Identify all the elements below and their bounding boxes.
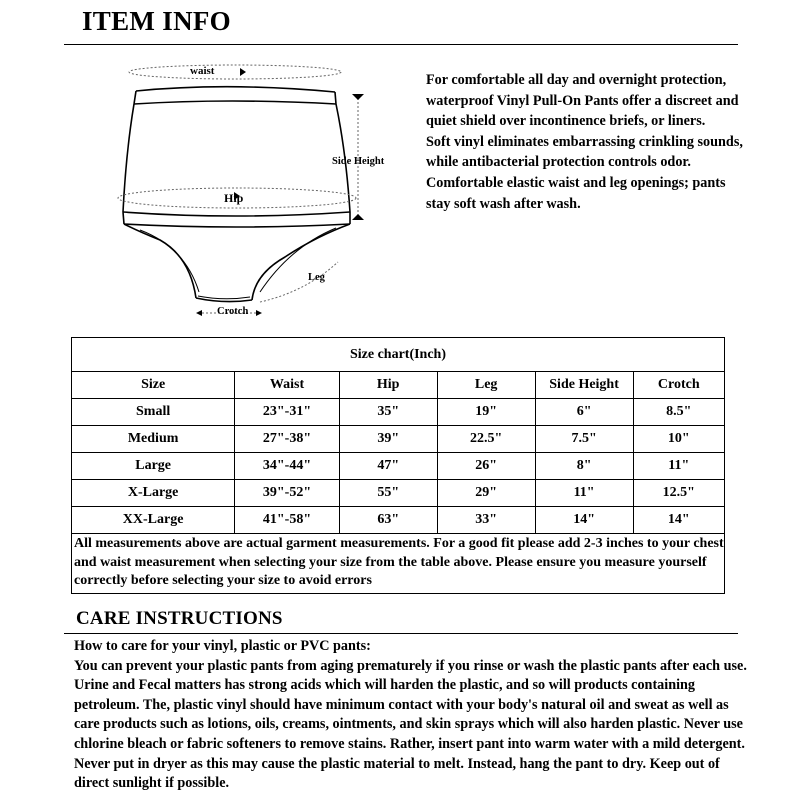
table-cell: 35" [339,399,437,426]
table-cell: 8" [535,453,633,480]
table-cell: 8.5" [633,399,724,426]
table-cell: 39"-52" [235,480,339,507]
care-section-title: CARE INSTRUCTIONS [76,608,283,629]
table-row [72,426,725,453]
table-cell: 7.5" [535,426,633,453]
table-cell: 11" [535,480,633,507]
page-title: ITEM INFO [82,6,231,36]
crotch-label: Crotch [217,306,249,317]
description-paragraph: Soft vinyl eliminates embarrassing crinkling sounds, while antibacterial protection controls odor. Comfortable elastic waist and leg openings; pants stay soft wash after wash. [426,133,743,212]
column-header: Crotch [633,372,724,399]
size-chart-caption: Size chart(Inch) [72,338,725,372]
table-cell: 27"-38" [235,426,339,453]
table-row [72,480,725,507]
table-cell: 33" [437,507,535,534]
column-header: Leg [437,372,535,399]
table-cell: 23"-31" [235,399,339,426]
table-cell: 34"-44" [235,453,339,480]
table-cell: 29" [437,480,535,507]
size-chart-table [71,337,725,594]
garment-measurement-diagram [100,52,410,327]
table-row [72,399,725,426]
size-chart-note: All measurements above are actual garment measurements. For a good fit please add 2-3 inches to your chest and waist measurement when selecting your size from the table above. Please ensure you measure yourself correctly before selecting your size to avoid errors [72,534,725,594]
column-header: Size [72,372,235,399]
column-header: Side Height [535,372,633,399]
table-cell: 63" [339,507,437,534]
table-cell: 47" [339,453,437,480]
table-cell: Small [72,399,235,426]
table-header-row [72,372,725,399]
table-cell: 41"-58" [235,507,339,534]
table-cell: 55" [339,480,437,507]
table-cell: 39" [339,426,437,453]
table-cell: 19" [437,399,535,426]
table-cell: 10" [633,426,724,453]
table-cell: 22.5" [437,426,535,453]
table-cell: 14" [535,507,633,534]
table-cell: 26" [437,453,535,480]
table-cell: 14" [633,507,724,534]
table-cell: XX-Large [72,507,235,534]
table-cell: 11" [633,453,724,480]
table-cell: 6" [535,399,633,426]
table-cell: Medium [72,426,235,453]
hip-label: Hip [224,191,244,205]
column-header: Waist [235,372,339,399]
product-description [426,70,746,214]
description-paragraph: For comfortable all day and overnight protection, waterproof Vinyl Pull-On Pants offer a discreet and quiet shield over incontinence briefs, or liners. [426,72,739,130]
divider [64,44,738,45]
table-cell: 12.5" [633,480,724,507]
waist-label: waist [190,65,215,77]
table-cell: X-Large [72,480,235,507]
side-height-label: Side Height [332,156,385,167]
divider [64,633,738,634]
care-subtitle: How to care for your vinyl, plastic or PVC pants: [74,638,371,654]
column-header: Hip [339,372,437,399]
leg-label: Leg [308,272,325,283]
table-row [72,507,725,534]
table-row [72,453,725,480]
table-cell: Large [72,453,235,480]
care-instructions [74,637,754,794]
care-body: You can prevent your plastic pants from aging prematurely if you rinse or wash the plastic pants after each use. Urine and Fecal matters has strong acids which will harden the plastic, and so will products containing petroleum. The, plastic vinyl should have minimum contact with your body's natural oil and sweat as well as care products such as lotions, oils, creams, ointments, and skin sprays which will also harden plastic. Never use chlorine bleach or fabric softeners to remove stains. Rather, insert pant into warm water with a mild detergent. Never put in dryer as this may cause the plastic material to melt. Instead, hang the pant to dry. Keep out of direct sunlight if possible. [74,657,747,792]
